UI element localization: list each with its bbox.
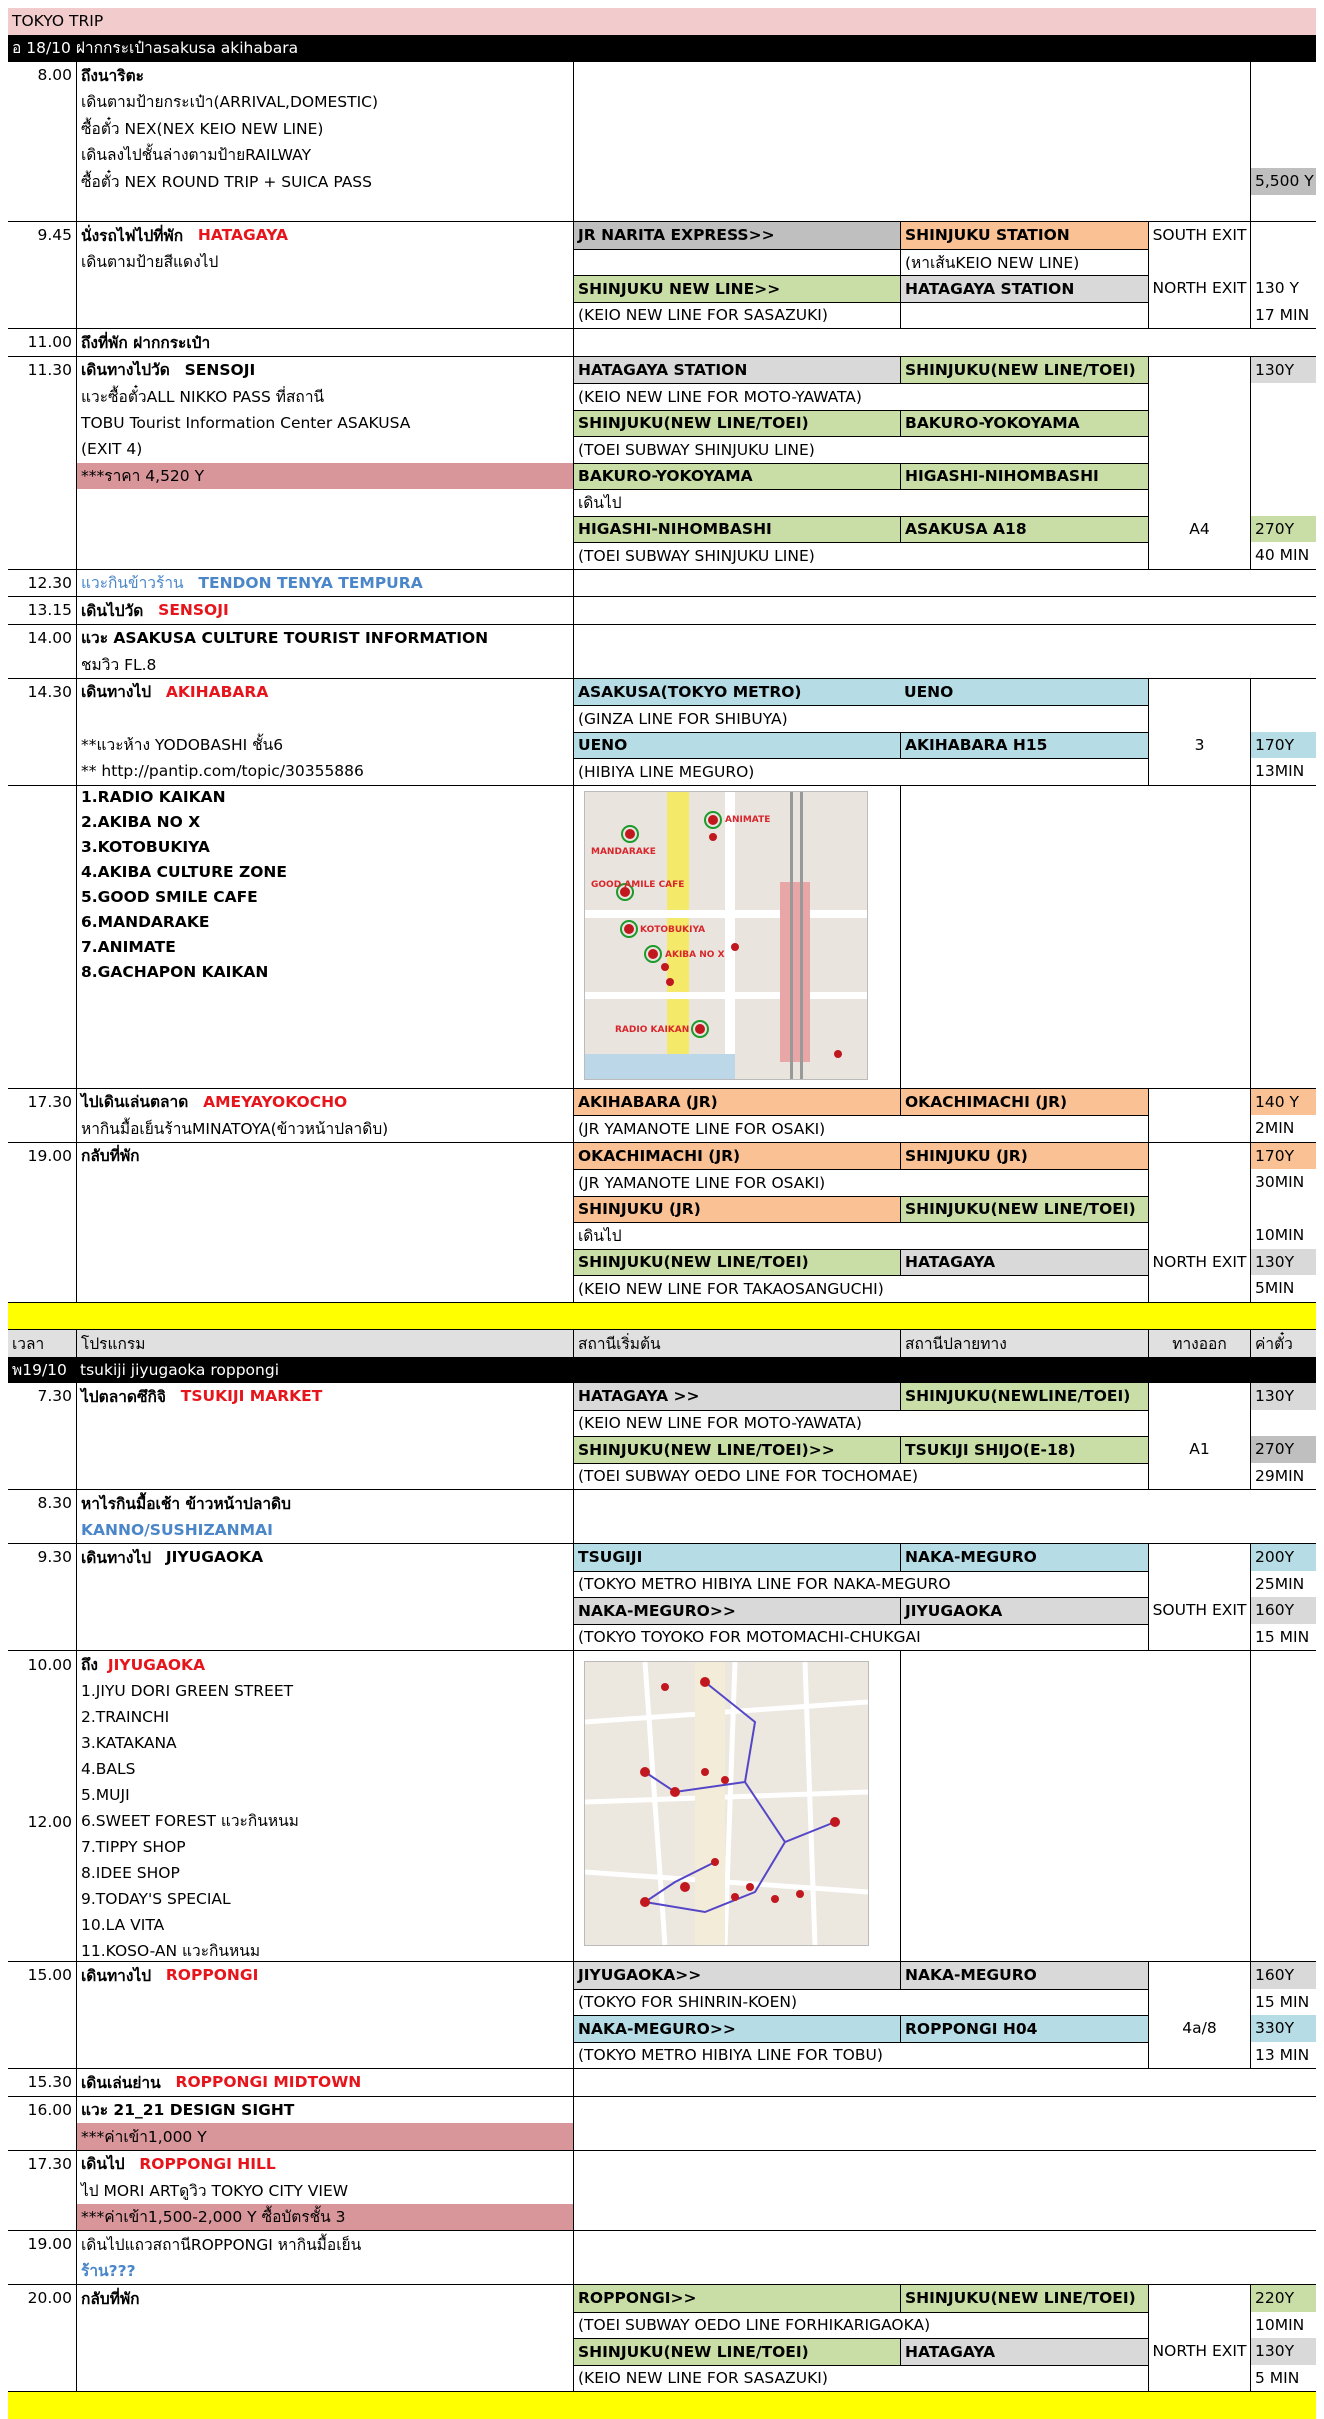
map-label: AKIBA NO X (665, 949, 725, 960)
list-item: 1.RADIO KAIKAN (81, 787, 226, 806)
cost-cell: 5,500 Y (1250, 168, 1316, 195)
duration-cell: 13 MIN (1250, 2042, 1316, 2069)
list-item: 3.KATAKANA (81, 1734, 177, 1752)
list-item: 10.LA VITA (81, 1916, 165, 1934)
place-name: AMEYAYOKOCHO (203, 1092, 348, 1111)
program-note: หากินมื้อเย็นร้านMINATOYA(ข้าวหน้าปลาดิบ) (76, 1115, 573, 1142)
time-cell: 9.30 (37, 1548, 72, 1567)
list-item: 8.GACHAPON KAIKAN (81, 962, 269, 981)
to-station: SHINJUKU(NEWLINE/TOEI) (900, 1383, 1148, 1410)
list-item: 5.MUJI (81, 1786, 130, 1804)
program-note: เดินตามป้ายสีแดงไป (76, 249, 573, 276)
program-title: หาไรกินมื้อเช้า ข้าวหน้าปลาดิบ (76, 1490, 573, 1517)
program-note: TOBU Tourist Information Center ASAKUSA (76, 410, 573, 437)
program-title: เดินทางไปวัด (81, 361, 170, 380)
duration-cell: 15 MIN (1250, 1624, 1316, 1651)
line-note: (TOEI SUBWAY SHINJUKU LINE) (573, 542, 900, 569)
to-station: SHINJUKU(NEW LINE/TOEI) (900, 1196, 1148, 1223)
program-note: ชมวิว FL.8 (76, 651, 573, 678)
cost-cell: 270Y (1250, 516, 1316, 543)
time-cell: 12.00 (27, 1813, 72, 1831)
list-item: 7.TIPPY SHOP (81, 1838, 186, 1856)
cost-cell: 130Y (1250, 2338, 1316, 2365)
duration-cell: 25MIN (1250, 1571, 1316, 1598)
duration-cell: 30MIN (1250, 1169, 1316, 1196)
program-title: เดินไปวัด (81, 601, 144, 620)
exit-cell: NORTH EXIT (1148, 2338, 1250, 2365)
cost-cell: 130 Y (1250, 275, 1316, 302)
program-title: เดินไปแถวสถานีROPPONGI หากินมื้อเย็น (76, 2231, 573, 2258)
time-cell: 13.15 (27, 601, 72, 620)
time-cell: 9.45 (37, 226, 72, 245)
col-from: สถานีเริ่มต้น (573, 1330, 900, 1357)
program-note: **แวะห้าง YODOBASHI ชั้น6 (76, 732, 573, 759)
program-title: กลับที่พัก (76, 2285, 573, 2312)
line-note: (KEIO NEW LINE FOR MOTO-YAWATA) (573, 383, 900, 410)
sheet-title: TOKYO TRIP (12, 12, 104, 31)
akihabara-map (584, 791, 868, 1080)
restaurant-note: ร้าน??? (76, 2258, 573, 2285)
time-cell: 17.30 (27, 2154, 72, 2173)
line-note: เดินไป (573, 489, 900, 516)
jiyugaoka-block (8, 1650, 1316, 1961)
line-note: (KEIO NEW LINE FOR TAKAOSANGUCHI) (573, 1275, 900, 1302)
duration-cell: 17 MIN (1250, 302, 1316, 329)
map-label: KOTOBUKIYA (640, 924, 706, 935)
akiba-block (8, 785, 1316, 1088)
place-name: ROPPONGI MIDTOWN (175, 2073, 362, 2092)
route-note: (หาเส้นKEIO NEW LINE) (900, 249, 1148, 276)
line-note: (TOEI SUBWAY OEDO LINE FORHIKARIGAOKA) (573, 2312, 1148, 2339)
duration-cell: 15 MIN (1250, 1989, 1316, 2016)
time-cell: 7.30 (37, 1387, 72, 1406)
to-station: JIYUGAOKA (900, 1597, 1148, 1624)
program-title: นั่งรถไฟไปที่พัก (81, 226, 184, 245)
jiyugaoka-map (584, 1661, 869, 1946)
time-cell: 15.30 (27, 2073, 72, 2092)
from-station: HATAGAYA STATION (573, 357, 900, 384)
from-station: NAKA-MEGURO>> (573, 1597, 900, 1624)
from-station: ASAKUSA(TOKYO METRO) (573, 679, 900, 706)
price-note: ***ราคา 4,520 Y (77, 463, 573, 490)
column-header (8, 1329, 1316, 1357)
jiyugaoka-map-graphic (585, 1662, 868, 1945)
line-note: (JR YAMANOTE LINE FOR OSAKI) (573, 1115, 900, 1142)
list-item: 2.AKIBA NO X (81, 812, 201, 831)
to-station: SHINJUKU STATION (900, 222, 1148, 249)
cost-cell: 140 Y (1250, 1089, 1316, 1116)
time-cell: 14.30 (27, 682, 72, 701)
list-item: 11.KOSO-AN แวะกินหนม (81, 1942, 261, 1960)
price-note: ***ค่าเข้า1,500-2,000 Y ซื้อบัตรชั้น 3 (76, 2204, 573, 2231)
program-title: ถึงนาริตะ (76, 62, 573, 89)
from-station: JIYUGAOKA>> (573, 1962, 900, 1989)
time-cell: 16.00 (27, 2100, 72, 2119)
place-name: JIYUGAOKA (107, 1656, 206, 1674)
table-row (8, 221, 1316, 249)
from-station: SHINJUKU (JR) (573, 1196, 900, 1223)
from-station: SHINJUKU(NEW LINE/TOEI)>> (573, 1436, 900, 1463)
day1-header (8, 35, 1316, 62)
line-note: (TOKYO METRO HIBIYA LINE FOR TOBU) (573, 2042, 900, 2069)
line-note: (KEIO NEW LINE FOR SASAZUKI) (573, 2365, 900, 2392)
exit-cell: NORTH EXIT (1148, 275, 1250, 302)
cost-cell: 330Y (1250, 2015, 1316, 2042)
from-station: NAKA-MEGURO>> (573, 2015, 900, 2042)
list-item: 4.AKIBA CULTURE ZONE (81, 862, 287, 881)
time-cell: 15.00 (27, 1966, 72, 1985)
exit-cell: 4a/8 (1148, 2015, 1250, 2042)
from-station: BAKURO-YOKOYAMA (573, 463, 900, 490)
exit-cell: A1 (1148, 1436, 1250, 1463)
day2-date: พ19/10 (12, 1361, 67, 1380)
program-title: กลับที่พัก (76, 1143, 573, 1170)
map-label: GOOD AMILE CAFE (591, 879, 685, 890)
list-item: 3.KOTOBUKIYA (81, 837, 210, 856)
list-item: 4.BALS (81, 1760, 136, 1778)
time-cell: 12.30 (27, 573, 72, 592)
col-time: เวลา (12, 1334, 45, 1353)
line-note: (TOKYO METRO HIBIYA LINE FOR NAKA-MEGURO (573, 1571, 1148, 1598)
akiba-list (76, 786, 573, 1088)
cost-cell: 130Y (1250, 1249, 1316, 1276)
time-cell: 11.30 (27, 360, 72, 379)
day-separator (8, 1302, 1316, 1330)
line-note: (TOEI SUBWAY SHINJUKU LINE) (573, 436, 900, 463)
to-station: HIGASHI-NIHOMBASHI (900, 463, 1148, 490)
from-station: SHINJUKU(NEW LINE/TOEI) (573, 1249, 900, 1276)
program-title: แวะ 21_21 DESIGN SIGHT (76, 2097, 573, 2124)
place-name: HATAGAYA (197, 226, 288, 245)
duration-cell: 10MIN (1250, 1222, 1316, 1249)
program-title: แวะ ASAKUSA CULTURE TOURIST INFORMATION (76, 625, 573, 652)
to-station: ASAKUSA A18 (900, 516, 1148, 543)
from-station: SHINJUKU NEW LINE>> (573, 275, 900, 302)
title-row (8, 8, 1316, 35)
map-label: RADIO KAIKAN (615, 1024, 690, 1035)
program-note: ซื้อตั๋ว NEX ROUND TRIP + SUICA PASS (76, 168, 573, 195)
program-title: แวะกินข้าวร้าน (81, 574, 184, 593)
cost-cell: 130Y (1250, 357, 1316, 384)
col-to: สถานีปลายทาง (900, 1330, 1148, 1357)
exit-cell: A4 (1148, 516, 1250, 543)
cost-cell: 130Y (1250, 1383, 1316, 1410)
time-cell: 8.30 (37, 1494, 72, 1513)
duration-cell: 5 MIN (1250, 2365, 1316, 2392)
program-title: ถึง (81, 1656, 98, 1674)
program-title: เดินเล่นย่าน (81, 2073, 161, 2092)
from-station: OKACHIMACHI (JR) (573, 1143, 900, 1170)
program-note: ** http://pantip.com/topic/30355886 (76, 758, 573, 785)
time-cell: 19.00 (27, 2235, 72, 2254)
program-title: เดินทางไป (81, 1966, 152, 1985)
day2-header-text: tsukiji jiyugaoka roppongi (80, 1360, 280, 1379)
exit-cell: 3 (1148, 732, 1250, 759)
akihabara-map-graphic (585, 792, 867, 1079)
list-item: 9.TODAY'S SPECIAL (81, 1890, 231, 1908)
exit-cell: SOUTH EXIT (1148, 222, 1250, 249)
map-label: MANDARAKE (591, 846, 656, 857)
duration-cell: 5MIN (1250, 1275, 1316, 1302)
program-note: ไป MORI ARTดูวิว TOKYO CITY VIEW (76, 2177, 573, 2204)
exit-cell: NORTH EXIT (1148, 1249, 1250, 1276)
program-note: เดินตามป้ายกระเป๋า(ARRIVAL,DOMESTIC) (76, 89, 573, 116)
from-station: JR NARITA EXPRESS>> (573, 222, 900, 249)
from-station: SHINJUKU(NEW LINE/TOEI) (573, 410, 900, 437)
time-cell: 8.00 (37, 66, 72, 85)
time-cell: 14.00 (27, 628, 72, 647)
program-title: ไปเดินเล่นตลาด (81, 1093, 189, 1112)
day-separator (8, 2391, 1316, 2419)
time-cell: 17.30 (27, 1092, 72, 1111)
line-note: (TOKYO FOR SHINRIN-KOEN) (573, 1989, 900, 2016)
table-row (8, 61, 1316, 89)
to-station: SHINJUKU (JR) (900, 1143, 1148, 1170)
duration-cell: 40 MIN (1250, 542, 1316, 569)
program-note: ซื้อตั๋ว NEX(NEX KEIO NEW LINE) (76, 115, 573, 142)
to-station: SHINJUKU(NEW LINE/TOEI) (900, 2285, 1148, 2312)
line-note: (KEIO NEW LINE FOR SASAZUKI) (573, 302, 900, 329)
cost-cell: 170Y (1250, 732, 1316, 759)
list-item: 6.SWEET FOREST แวะกินหนม (81, 1812, 299, 1830)
list-item: 1.JIYU DORI GREEN STREET (81, 1682, 294, 1700)
program-title: เดินทางไป (81, 683, 152, 702)
col-cost: ค่าตั๋ว (1250, 1330, 1316, 1357)
time-cell: 10.00 (27, 1656, 72, 1674)
program-title: ถึงที่พัก ฝากกระเป๋า (76, 329, 573, 356)
program-note: เดินลงไปชั้นล่างตามป้ายRAILWAY (76, 142, 573, 169)
place-name: ROPPONGI (165, 1966, 259, 1985)
itinerary-sheet (8, 8, 1316, 2419)
to-station: HATAGAYA (900, 2338, 1148, 2365)
to-station: NAKA-MEGURO (900, 1962, 1148, 1989)
program-note: แวะซื้อตั๋วALL NIKKO PASS ที่สถานี (76, 383, 573, 410)
from-station: SHINJUKU(NEW LINE/TOEI) (573, 2338, 900, 2365)
day2-header (8, 1357, 1316, 1384)
place-name: TENDON TENYA TEMPURA (198, 573, 423, 592)
to-station: SHINJUKU(NEW LINE/TOEI) (900, 357, 1148, 384)
to-station: OKACHIMACHI (JR) (900, 1089, 1148, 1116)
from-station: ROPPONGI>> (573, 2285, 900, 2312)
to-station: ROPPONGI H04 (900, 2015, 1148, 2042)
line-note: (GINZA LINE FOR SHIBUYA) (573, 705, 900, 732)
day1-header-text: อ 18/10 ฝากกระเป๋าasakusa akihabara (12, 39, 299, 58)
time-cell: 19.00 (27, 1146, 72, 1165)
time-cell: 20.00 (27, 2289, 72, 2308)
program-note: (EXIT 4) (76, 436, 573, 463)
cost-cell: 170Y (1250, 1143, 1316, 1170)
to-station: HATAGAYA (900, 1249, 1148, 1276)
line-note: (TOEI SUBWAY OEDO LINE FOR TOCHOMAE) (573, 1463, 1148, 1490)
map-label: ANIMATE (725, 814, 771, 825)
col-exit: ทางออก (1148, 1330, 1250, 1357)
place-name: SENSOJI (184, 360, 256, 379)
program-title: เดินทางไป (81, 1548, 152, 1567)
duration-cell: 13MIN (1250, 758, 1316, 785)
line-note: (HIBIYA LINE MEGURO) (573, 758, 900, 785)
col-program: โปรแกรม (76, 1330, 573, 1357)
cost-cell: 220Y (1250, 2285, 1316, 2312)
from-station: HIGASHI-NIHOMBASHI (573, 516, 900, 543)
time-cell: 11.00 (27, 333, 72, 352)
duration-cell: 29MIN (1250, 1463, 1316, 1490)
list-item: 8.IDEE SHOP (81, 1864, 180, 1882)
list-item: 2.TRAINCHI (81, 1708, 170, 1726)
cost-cell: 160Y (1250, 1597, 1316, 1624)
line-note: (JR YAMANOTE LINE FOR OSAKI) (573, 1169, 900, 1196)
place-name: JIYUGAOKA (165, 1548, 264, 1567)
place-name: SENSOJI (158, 601, 229, 620)
to-station: NAKA-MEGURO (900, 1544, 1148, 1571)
price-note: ***ค่าเข้า1,000 Y (76, 2123, 573, 2150)
to-station: HATAGAYA STATION (900, 275, 1148, 302)
place-name: AKIHABARA (165, 682, 269, 701)
list-item: 6.MANDARAKE (81, 912, 210, 931)
from-station: AKIHABARA (JR) (573, 1089, 900, 1116)
cost-cell: 160Y (1250, 1962, 1316, 1989)
from-station: TSUGIJI (573, 1544, 900, 1571)
from-station: UENO (573, 732, 900, 759)
to-station: TSUKIJI SHIJO(E-18) (900, 1436, 1148, 1463)
from-station: HATAGAYA >> (573, 1383, 900, 1410)
cost-cell: 270Y (1250, 1436, 1316, 1463)
line-note: เดินไป (573, 1222, 900, 1249)
to-station: UENO (900, 679, 1148, 706)
program-title: ไปตลาดซึกิจิ (81, 1387, 166, 1406)
cost-cell: 200Y (1250, 1544, 1316, 1571)
duration-cell: 2MIN (1250, 1115, 1316, 1142)
line-note: (KEIO NEW LINE FOR MOTO-YAWATA) (573, 1410, 900, 1437)
to-station: AKIHABARA H15 (900, 732, 1148, 759)
exit-cell: SOUTH EXIT (1148, 1597, 1250, 1624)
place-name: TSUKIJI MARKET (180, 1387, 323, 1406)
line-note: (TOKYO TOYOKO FOR MOTOMACHI-CHUKGAI (573, 1624, 1148, 1651)
program-title: เดินไป (81, 2155, 125, 2174)
list-item: 5.GOOD SMILE CAFE (81, 887, 258, 906)
duration-cell: 10MIN (1250, 2312, 1316, 2339)
to-station: BAKURO-YOKOYAMA (900, 410, 1148, 437)
restaurant-note: KANNO/SUSHIZANMAI (76, 1517, 573, 1544)
list-item: 7.ANIMATE (81, 937, 176, 956)
place-name: ROPPONGI HILL (139, 2154, 276, 2173)
